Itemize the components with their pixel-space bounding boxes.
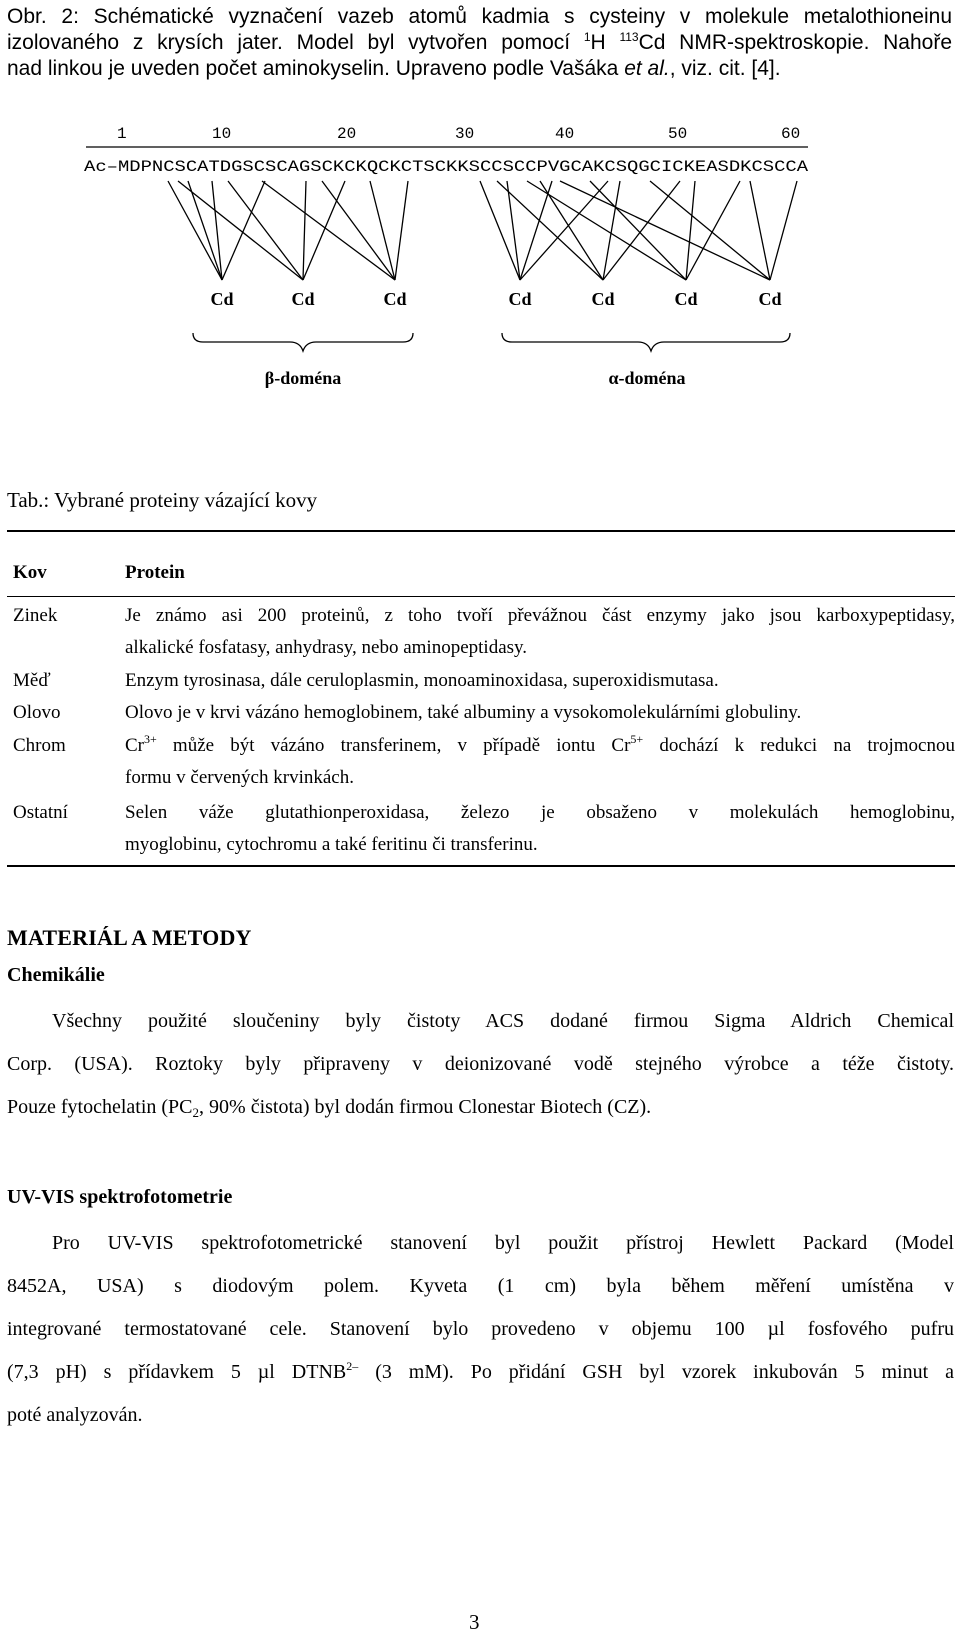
table-cell-metal: Měď	[13, 670, 51, 691]
cd-atom-label: Cd	[758, 289, 782, 309]
table-cell-protein-cont: formu v červených krvinkách.	[125, 767, 354, 788]
table-header-metal: Kov	[13, 562, 47, 583]
table-cell-metal: Chrom	[13, 735, 66, 756]
section-heading: MATERIÁL A METODY	[7, 925, 252, 950]
position-label: 20	[337, 125, 357, 143]
table-bottom-rule	[7, 865, 955, 867]
table-cell-metal: Zinek	[13, 605, 58, 626]
cd-atom-label: Cd	[674, 289, 698, 309]
subheading-chemikalie: Chemikálie	[7, 964, 105, 986]
table-cell-protein: Je známo asi 200 proteinů, z toho tvoří převážnou část enzymy jako jsou karboxypeptidasy,	[125, 605, 955, 626]
alpha-domain-label: α-doména	[608, 368, 686, 388]
table-top-rule	[7, 530, 955, 532]
cd-atom-label: Cd	[383, 289, 407, 309]
beta-domain-label: β-doména	[264, 368, 342, 388]
subheading-uv-vis: UV-VIS spektrofotometrie	[7, 1186, 233, 1208]
paragraph-line: Všechny použité sloučeniny byly čistoty ACS dodané firmou Sigma Aldrich Chemical	[52, 1010, 954, 1032]
metallothionein-diagram	[0, 115, 960, 395]
position-label: 50	[668, 125, 688, 143]
table-cell-protein-cont: myoglobinu, cytochromu a také feritinu či transferinu.	[125, 834, 538, 855]
table-cell-protein: $Cr^{3+}$ může být vázáno transferinem, v případě iontu $Cr^{5+}$ dochází k redukci na trojmocnou	[125, 732, 955, 756]
caption-line-2: izolovaného z krysích jater. Model byl vytvořen pomocí $^1$H $^{113}$Cd NMR-spektroskopie. Nahoře	[7, 30, 953, 54]
paragraph-line: 8452A, USA) s diodovým polem. Kyveta (1 cm) byla během měření umístěna v	[7, 1275, 954, 1297]
paragraph-uv-vis	[7, 1222, 954, 1437]
table-cell-protein: Selen váže glutathionperoxidasa, železo je obsaženo v molekulách hemoglobinu,	[125, 802, 955, 823]
table-cell-protein: Enzym tyrosinasa, dále ceruloplasmin, monoaminoxidasa, superoxidismutasa.	[125, 670, 719, 691]
table-header-protein: Protein	[125, 562, 185, 583]
cd-bond-lines	[168, 181, 797, 280]
paragraph-line: (7,3 pH) s přídavkem 5 µl $DTNB^{2-}$ (3 mM). Po přidání GSH byl vzorek inkubován 5 minut a	[7, 1359, 954, 1383]
position-label: 60	[781, 125, 801, 143]
table-cell-protein: Olovo je v krvi vázáno hemoglobinem, také albuminy a vysokomolekulárními globuliny.	[125, 702, 802, 723]
cd-atom-label: Cd	[210, 289, 234, 309]
table-cell-metal: Ostatní	[13, 802, 68, 823]
paragraph-line: integrované termostatované cele. Stanovení bylo provedeno v objemu 100 µl fosfového pufru	[7, 1318, 954, 1340]
paragraph-chemikalie	[7, 1000, 954, 1129]
position-label: 1	[117, 125, 127, 143]
caption-line-3: nad linkou je uveden počet aminokyselin. Upraveno podle Vašáka et al., viz. cit. [4].	[7, 57, 781, 80]
paragraph-line: poté analyzován.	[7, 1404, 143, 1426]
position-label: 30	[455, 125, 475, 143]
figure-caption	[7, 4, 952, 82]
amino-acid-sequence: Ac–MDPNCSCATDGSCSCAGSCKCKQCKCTSCKKSCCSCCPVGCAKCSQGCICKEASDKCSCCA	[84, 158, 809, 176]
position-label: 40	[555, 125, 575, 143]
paragraph-line: Corp. (USA). Roztoky byly připraveny v deionizované vodě stejného výrobce a téže čistoty.	[7, 1053, 954, 1075]
table-title: Tab.: Vybrané proteiny vázající kovy	[7, 488, 318, 512]
table-header-rule	[7, 596, 955, 597]
beta-domain-brace	[193, 333, 413, 351]
page-number: 3	[469, 1610, 480, 1634]
caption-line-1: Obr. 2: Schématické vyznačení vazeb atomů kadmia s cysteiny v molekule metalothioneinu	[7, 5, 952, 28]
alpha-domain-brace	[502, 333, 790, 351]
table-cell-metal: Olovo	[13, 702, 61, 723]
paragraph-line: Pro UV-VIS spektrofotometrické stanovení byl použit přístroj Hewlett Packard (Model	[52, 1232, 954, 1254]
cd-atom-label: Cd	[291, 289, 315, 309]
paragraph-line: Pouze fytochelatin ($PC_2$, 90% čistota) byl dodán firmou Clonestar Biotech (CZ).	[7, 1096, 652, 1120]
cd-atom-label: Cd	[508, 289, 532, 309]
cd-atom-label: Cd	[591, 289, 615, 309]
position-label: 10	[212, 125, 232, 143]
table-cell-protein-cont: alkalické fosfatasy, anhydrasy, nebo aminopeptidasy.	[125, 637, 528, 658]
